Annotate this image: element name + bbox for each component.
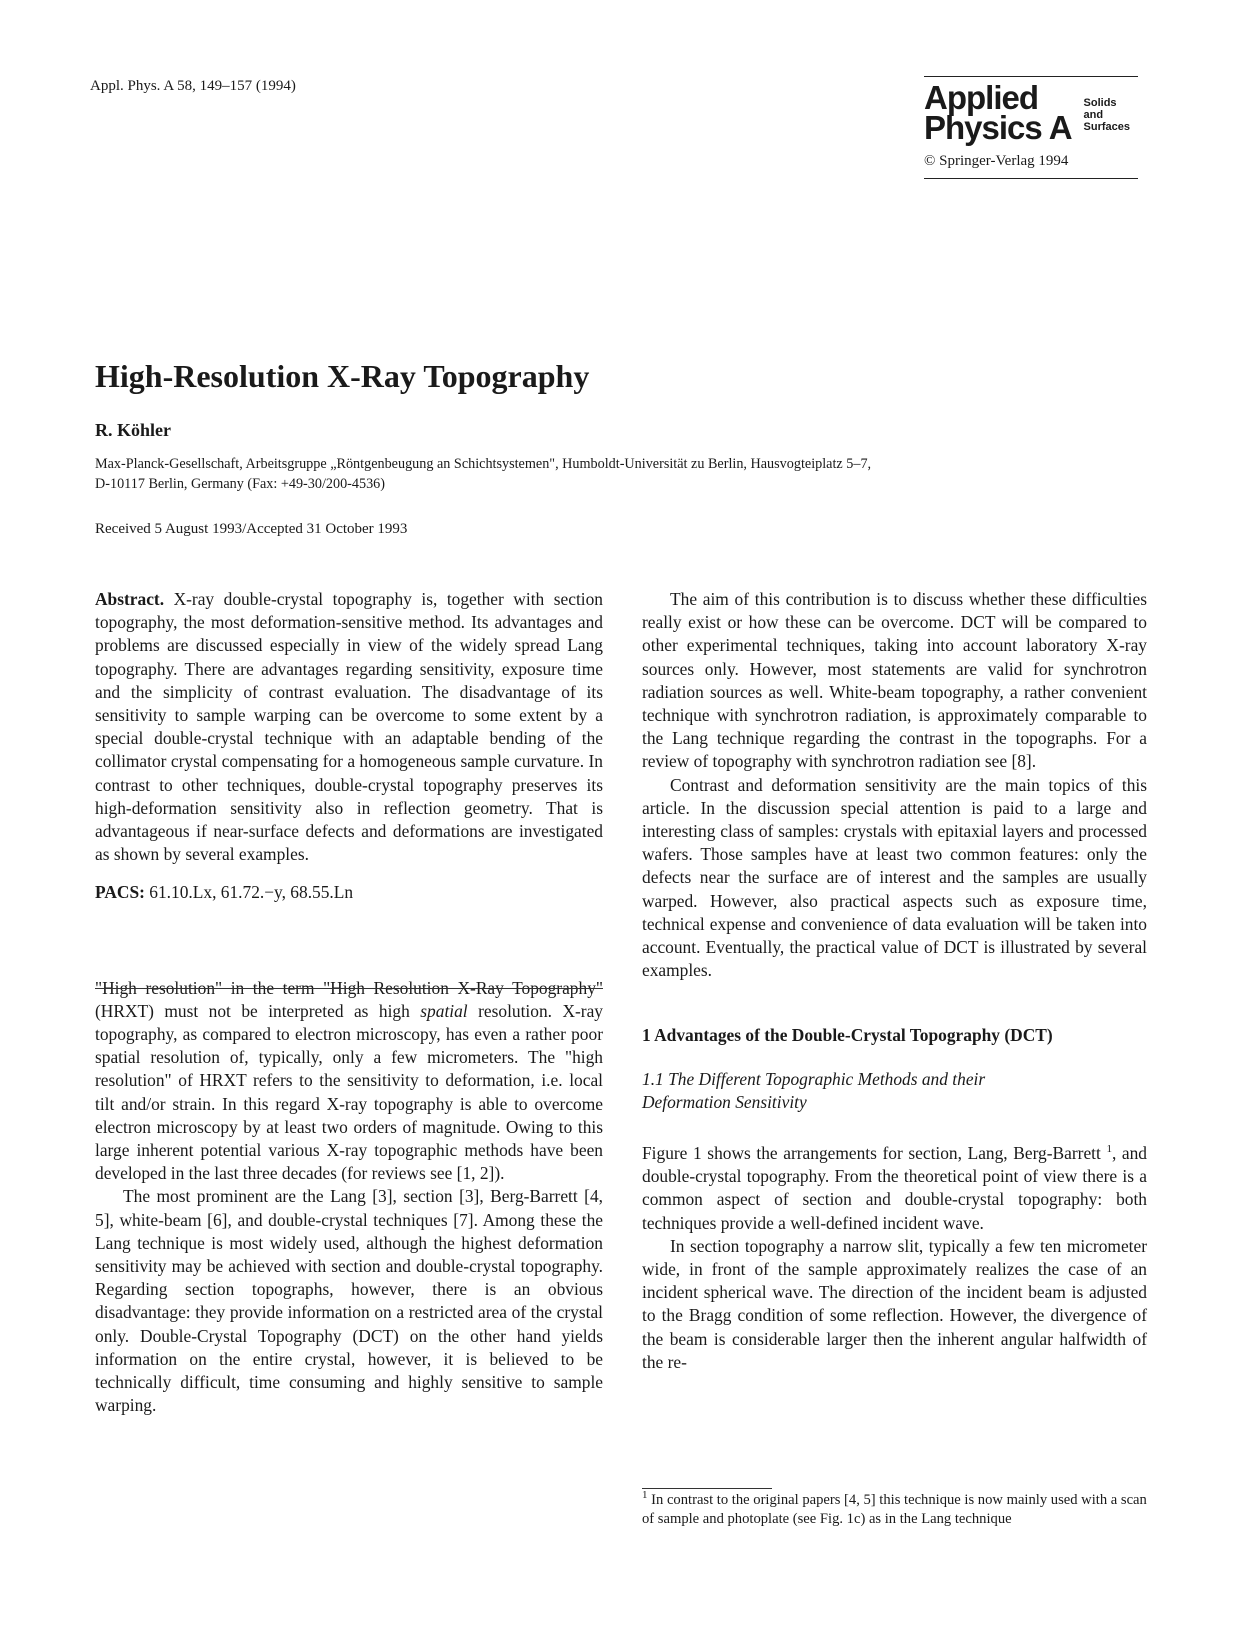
author-name: R. Köhler — [95, 420, 171, 440]
pacs-label: PACS: — [95, 882, 145, 903]
author-affiliation: Max-Planck-Gesellschaft, Arbeitsgruppe „Röntgenbeugung an Schichtsystemen", Humboldt-Universität zu Berlin, Hausvogteiplatz 5–7, D-10117 Berlin, Germany (Fax: +49-30/200-4536) — [95, 456, 872, 492]
intro-paragraph-1: "High resolution" in the term "High Resolution X-Ray Topography" (HRXT) must not be interpreted as high spatial resolution. X-ray topography, as compared to electron microscopy, has even a rather poor spatial resolution of, typically, only a few micrometers. The "high resolution" of HRXT refers to the sensitivity to deformation, i.e. local tilt and/or strain. In this regard X-ray topography is able to overcome electron microscopy by at least two orders of magnitude. Owing to this large inherent potential various X-ray topographic methods have been developed in the last three decades (for reviews see [1, 2]). — [95, 977, 604, 1184]
abstract-text: X-ray double-crystal topography is, together with section topography, the most deformation-sensitive method. Its advantages and problems are discussed especially in view of the widely spread Lang topography. There are advantages regarding sensitivity, exposure time and the simplicity of contrast evaluation. The disadvantage of its sensitivity to sample warping can be overcome to some extent by a special double-crystal technique with an adaptable bending of the collimator crystal compensating for a homogeneous sample curvature. In contrast to other techniques, double-crystal topography preserves its high-deformation sensitivity also in reflection geometry. That is advantageous if near-surface defects and deformations are investigated as shown by several examples. — [95, 589, 603, 865]
intro-paragraph-2: The most prominent are the Lang [3], section [3], Berg-Barrett [4, 5], white-beam [6], and double-crystal techniques [7]. Among these the Lang technique is most widely used, although the highest deformation sensitivity may be achieved with section and double-crystal topography. Regarding section topographs, however, there is an obvious disadvantage: they provide information on a restricted area of the crystal only. Double-Crystal Topography (DCT) on the other hand yields information on the entire crystal, however, it is believed to be technically difficult, time consuming and highly sensitive to sample warping. — [95, 1186, 603, 1416]
section-1-heading: 1 Advantages of the Double-Crystal Topography (DCT) — [642, 1025, 1053, 1046]
footnote-text: In contrast to the original papers [4, 5] this technique is now mainly used with a scan of sample and photoplate (see Fig. 1c) as in the Lang technique — [642, 1492, 1147, 1527]
abstract-paragraph — [95, 588, 603, 866]
footnote-mark: 1 — [642, 1489, 648, 1502]
abstract-divider — [95, 988, 603, 989]
contrast-paragraph: Contrast and deformation sensitivity are the main topics of this article. In the discussion special attention is paid to a large and interesting class of samples: crystals with epitaxial layers and processed wafers. Those samples have at least two common features: only the defects near the surface are of interest and the samples are usually warped. However, also practical aspects such as exposure time, technical expense and convenience of data evaluation will be taken into account. Eventually, the practical value of DCT is illustrated by several examples. — [642, 774, 1147, 981]
journal-logo-block — [924, 76, 1138, 179]
footnote-1 — [642, 1491, 1147, 1529]
article-title: High-Resolution X-Ray Topography — [95, 358, 590, 394]
journal-name: Applied Physics A — [924, 79, 1072, 146]
figure-1-paragraph: Figure 1 shows the arrangements for section, Lang, Berg-Barrett $^1$, and double-crystal topography. From the theoretical point of view there is a common aspect of section and double-crystal topography: both techniques provide a well-defined incident wave. — [642, 1143, 1147, 1233]
left-column — [95, 588, 603, 1418]
abstract-label: Abstract. — [95, 589, 165, 609]
copyright-notice: © Springer-Verlag 1994 — [924, 153, 1069, 169]
subsection-1-1-heading: 1.1 The Different Topographic Methods and their Deformation Sensitivity — [642, 1068, 986, 1112]
received-accepted-dates: Received 5 August 1993/Accepted 31 October 1993 — [95, 521, 408, 537]
footnote-divider — [642, 1488, 772, 1489]
journal-citation: Appl. Phys. A 58, 149–157 (1994) — [90, 78, 296, 94]
pacs-line — [95, 881, 603, 904]
journal-section: Solids and Surfaces — [1083, 97, 1131, 133]
aim-paragraph: The aim of this contribution is to discuss whether these difficulties really exist or how these can be overcome. DCT will be compared to other experimental techniques, taking into account laboratory X-ray sources only. However, most statements are valid for synchrotron radiation sources as well. White-beam topography, a rather convenient technique with synchrotron radiation, is approximately comparable to the Lang technique regarding the contrast in the topographs. For a review of topography with synchrotron radiation see [8]. — [642, 589, 1147, 772]
section-topography-paragraph: In section topography a narrow slit, typically a few ten micrometer wide, in front of the sample approximately realizes the case of an incident spherical wave. The direction of the incident beam is adjusted to the Bragg condition of some reflection. However, the divergence of the beam is considerable larger then the inherent angular halfwidth of the re- — [642, 1235, 1147, 1372]
pacs-codes: 61.10.Lx, 61.72.−y, 68.55.Ln — [144, 882, 354, 903]
journal-logo — [924, 79, 1138, 146]
footnote-ref: 1 — [1106, 1143, 1112, 1156]
right-column — [642, 588, 1147, 1374]
